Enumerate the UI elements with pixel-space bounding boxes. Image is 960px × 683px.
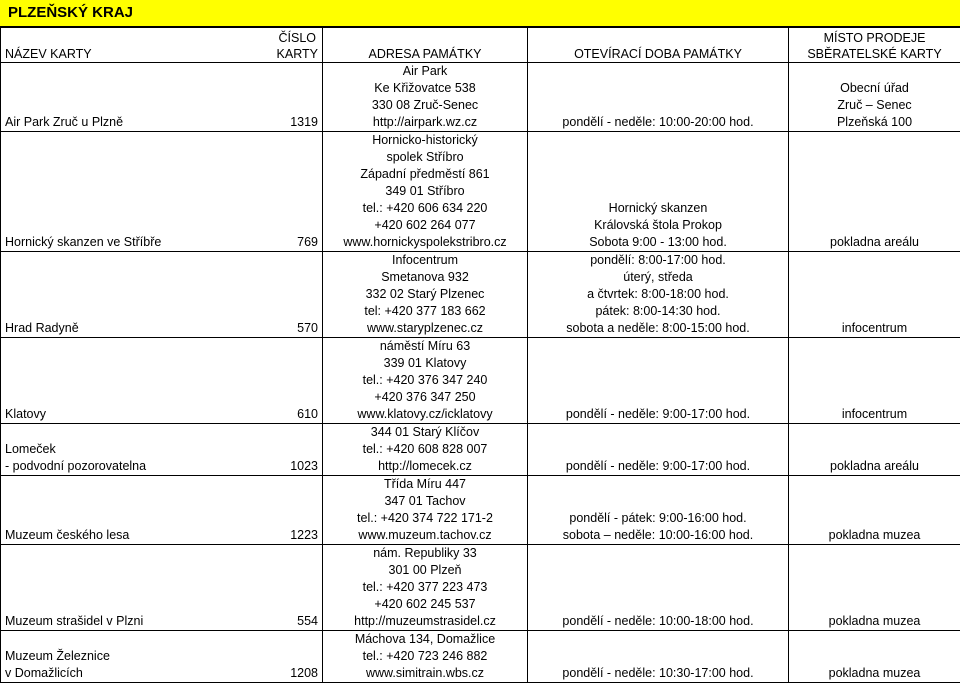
sale-place-line: pokladna areálu xyxy=(793,458,956,475)
address-line: tel.: +420 374 722 171-2 xyxy=(327,510,523,527)
sale-place-line: pokladna muzea xyxy=(793,665,956,682)
table-header-row xyxy=(1,28,960,63)
sale-place-cell xyxy=(789,132,960,252)
address-cell xyxy=(323,63,528,132)
card-name-cell xyxy=(1,631,323,683)
hours-line: pondělí: 8:00-17:00 hod. xyxy=(532,252,784,269)
hours-line: pondělí - neděle: 10:00-20:00 hod. xyxy=(532,114,784,131)
card-name-line: Muzeum strašidel v Plzni xyxy=(5,613,143,630)
sale-place-cell xyxy=(789,424,960,476)
card-name xyxy=(5,441,146,475)
address-line: tel.: +420 377 223 473 xyxy=(327,579,523,596)
address-line: +420 602 245 537 xyxy=(327,596,523,613)
card-name xyxy=(5,234,161,251)
hours-line: pondělí - neděle: 10:00-18:00 hod. xyxy=(532,613,784,630)
address-line: Air Park xyxy=(327,63,523,80)
hours-cell xyxy=(528,631,789,683)
address-line: náměstí Míru 63 xyxy=(327,338,523,355)
table-row xyxy=(1,631,960,683)
header-hours: OTEVÍRACÍ DOBA PAMÁTKY xyxy=(528,28,789,63)
address-line: www.staryplzenec.cz xyxy=(327,320,523,337)
card-name-cell xyxy=(1,63,323,132)
address-line: Máchova 134, Domažlice xyxy=(327,631,523,648)
hours-line: Hornický skanzen xyxy=(532,200,784,217)
address-line: www.hornickyspolekstribro.cz xyxy=(327,234,523,251)
hours-cell xyxy=(528,132,789,252)
address-cell xyxy=(323,252,528,338)
hours-line: pondělí - neděle: 9:00-17:00 hod. xyxy=(532,406,784,423)
region-title: PLZEŇSKÝ KRAJ xyxy=(8,4,133,21)
address-cell xyxy=(323,338,528,424)
address-line: Třída Míru 447 xyxy=(327,476,523,493)
sale-place-line: Plzeňská 100 xyxy=(793,114,956,131)
sale-place-cell xyxy=(789,252,960,338)
address-line: Smetanova 932 xyxy=(327,269,523,286)
sale-place-cell xyxy=(789,63,960,132)
address-line: nám. Republiky 33 xyxy=(327,545,523,562)
region-title-bar xyxy=(0,0,960,27)
address-line: tel.: +420 723 246 882 xyxy=(327,648,523,665)
hours-cell xyxy=(528,476,789,545)
card-name-cell xyxy=(1,338,323,424)
hours-line: pátek: 8:00-14:30 hod. xyxy=(532,303,784,320)
header-name: NÁZEV KARTY xyxy=(5,46,92,62)
hours-cell xyxy=(528,63,789,132)
hours-line: pondělí - neděle: 9:00-17:00 hod. xyxy=(532,458,784,475)
table-row xyxy=(1,476,960,545)
address-line: +420 376 347 250 xyxy=(327,389,523,406)
hours-line: Královská štola Prokop xyxy=(532,217,784,234)
card-name-line: Air Park Zruč u Plzně xyxy=(5,114,123,131)
address-line: www.klatovy.cz/icklatovy xyxy=(327,406,523,423)
hours-line: Sobota 9:00 - 13:00 hod. xyxy=(532,234,784,251)
card-number: 1023 xyxy=(290,458,318,475)
card-number: 769 xyxy=(297,234,318,251)
card-number: 610 xyxy=(297,406,318,423)
card-name-cell xyxy=(1,252,323,338)
header-address: ADRESA PAMÁTKY xyxy=(323,28,528,63)
card-name-line: Hrad Radyně xyxy=(5,320,79,337)
card-number: 1223 xyxy=(290,527,318,544)
address-cell xyxy=(323,545,528,631)
sale-place-line: Obecní úřad xyxy=(793,80,956,97)
card-name-line: - podvodní pozorovatelna xyxy=(5,458,146,475)
address-line: www.simitrain.wbs.cz xyxy=(327,665,523,682)
address-line: 339 01 Klatovy xyxy=(327,355,523,372)
cards-table xyxy=(0,27,960,683)
address-line: 344 01 Starý Klíčov xyxy=(327,424,523,441)
address-cell xyxy=(323,631,528,683)
address-cell xyxy=(323,132,528,252)
address-cell xyxy=(323,476,528,545)
hours-cell xyxy=(528,424,789,476)
card-number: 1208 xyxy=(290,665,318,682)
card-name-line: Lomeček xyxy=(5,441,146,458)
table-row xyxy=(1,132,960,252)
sale-place-cell xyxy=(789,476,960,545)
address-line: Západní předměstí 861 xyxy=(327,166,523,183)
card-number: 554 xyxy=(297,613,318,630)
sale-place-line: infocentrum xyxy=(793,320,956,337)
address-line: +420 602 264 077 xyxy=(327,217,523,234)
sale-place-line: Zruč – Senec xyxy=(793,97,956,114)
address-line: 349 01 Stříbro xyxy=(327,183,523,200)
card-number: 1319 xyxy=(290,114,318,131)
address-line: tel.: +420 608 828 007 xyxy=(327,441,523,458)
card-name-cell xyxy=(1,545,323,631)
card-name-line: v Domažlicích xyxy=(5,665,110,682)
hours-line: sobota a neděle: 8:00-15:00 hod. xyxy=(532,320,784,337)
header-number: ČÍSLO KARTY xyxy=(277,30,318,62)
table-row xyxy=(1,63,960,132)
card-number: 570 xyxy=(297,320,318,337)
card-name-cell xyxy=(1,132,323,252)
sale-place-line: infocentrum xyxy=(793,406,956,423)
address-line: 301 00 Plzeň xyxy=(327,562,523,579)
card-name xyxy=(5,320,79,337)
card-name-line: Muzeum Železnice xyxy=(5,648,110,665)
hours-cell xyxy=(528,545,789,631)
table-row xyxy=(1,545,960,631)
address-line: http://lomecek.cz xyxy=(327,458,523,475)
hours-cell xyxy=(528,252,789,338)
address-line: http://airpark.wz.cz xyxy=(327,114,523,131)
card-name xyxy=(5,114,123,131)
card-name-line: Klatovy xyxy=(5,406,46,423)
sale-place-line: pokladna muzea xyxy=(793,527,956,544)
address-line: Infocentrum xyxy=(327,252,523,269)
hours-cell xyxy=(528,338,789,424)
table-row xyxy=(1,338,960,424)
address-cell xyxy=(323,424,528,476)
address-line: Hornicko-historický xyxy=(327,132,523,149)
address-line: spolek Stříbro xyxy=(327,149,523,166)
card-name xyxy=(5,613,143,630)
sale-place-line: pokladna areálu xyxy=(793,234,956,251)
hours-line: a čtvrtek: 8:00-18:00 hod. xyxy=(532,286,784,303)
hours-line: pondělí - neděle: 10:30-17:00 hod. xyxy=(532,665,784,682)
sale-place-cell xyxy=(789,631,960,683)
address-line: 330 08 Zruč-Senec xyxy=(327,97,523,114)
table-row xyxy=(1,424,960,476)
card-name-cell xyxy=(1,476,323,545)
address-line: tel.: +420 606 634 220 xyxy=(327,200,523,217)
hours-line: sobota – neděle: 10:00-16:00 hod. xyxy=(532,527,784,544)
address-line: tel.: +420 376 347 240 xyxy=(327,372,523,389)
hours-line: úterý, středa xyxy=(532,269,784,286)
address-line: 332 02 Starý Plzenec xyxy=(327,286,523,303)
card-name-line: Hornický skanzen ve Stříbře xyxy=(5,234,161,251)
sale-place-cell xyxy=(789,338,960,424)
card-name xyxy=(5,406,46,423)
table-row xyxy=(1,252,960,338)
address-line: tel: +420 377 183 662 xyxy=(327,303,523,320)
hours-line: pondělí - pátek: 9:00-16:00 hod. xyxy=(532,510,784,527)
address-line: www.muzeum.tachov.cz xyxy=(327,527,523,544)
card-name-cell xyxy=(1,424,323,476)
header-name-number xyxy=(1,28,323,63)
sale-place-cell xyxy=(789,545,960,631)
address-line: Ke Křižovatce 538 xyxy=(327,80,523,97)
sale-place-line: pokladna muzea xyxy=(793,613,956,630)
card-name-line: Muzeum českého lesa xyxy=(5,527,129,544)
address-line: http://muzeumstrasidel.cz xyxy=(327,613,523,630)
card-name xyxy=(5,648,110,682)
header-place: MÍSTO PRODEJE SBĚRATELSKÉ KARTY xyxy=(789,28,960,63)
card-name xyxy=(5,527,129,544)
address-line: 347 01 Tachov xyxy=(327,493,523,510)
